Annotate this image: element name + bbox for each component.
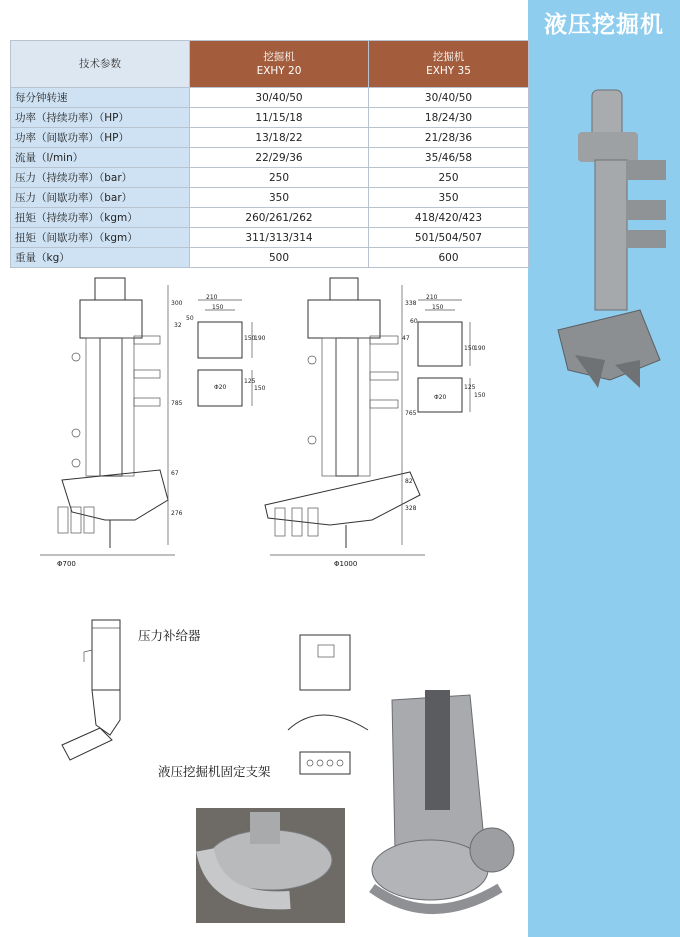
dimension-label: Φ20 [434,394,447,401]
row-value-exhy35: 600 [369,248,529,268]
row-value-exhy20: 260/261/262 [190,208,369,228]
row-value-exhy20: 22/29/36 [190,148,369,168]
row-label: 流量（l/min） [11,148,190,168]
row-value-exhy20: 13/18/22 [190,128,369,148]
drawing-exhy20 [40,278,252,555]
dimension-label: 338 [405,300,417,307]
row-value-exhy35: 35/46/58 [369,148,529,168]
row-value-exhy35: 250 [369,168,529,188]
dimension-label: 125 [244,378,256,385]
dimension-label: 210 [426,294,438,301]
row-value-exhy35: 501/504/507 [369,228,529,248]
row-value-exhy20: 350 [190,188,369,208]
right-width-label: Φ1000 [334,560,358,568]
dimension-label: 328 [405,505,417,512]
dimension-label: 32 [174,322,182,329]
dimension-label: 150 [474,392,486,399]
dimension-label: 150 [212,304,224,311]
dimension-label: 60 [410,318,418,325]
row-value-exhy35: 21/28/36 [369,128,529,148]
row-value-exhy35: 350 [369,188,529,208]
row-value-exhy20: 311/313/314 [190,228,369,248]
dimension-label: 210 [206,294,218,301]
row-value-exhy35: 418/420/423 [369,208,529,228]
row-label: 功率（持续功率）（HP） [11,108,190,128]
dimension-label: 150 [254,385,266,392]
dimension-label: 125 [464,384,476,391]
dimension-label: 82 [405,478,413,485]
row-label: 扭矩（持续功率）（kgm） [11,208,190,228]
row-value-exhy35: 18/24/30 [369,108,529,128]
row-value-exhy20: 250 [190,168,369,188]
header-param: 技术参数 [11,41,190,88]
sidebar-title: 液压挖掘机 [544,12,664,38]
row-label: 压力（间歇功率）（bar） [11,188,190,208]
bracket-drawing [288,635,368,774]
compensator-caption: 压力补给器 [138,628,201,643]
row-label: 每分钟转速 [11,88,190,108]
row-label: 扭矩（间歇功率）（kgm） [11,228,190,248]
row-label: 压力（持续功率）（bar） [11,168,190,188]
dimension-label: 150 [464,345,476,352]
dimension-label: 67 [171,470,179,477]
row-value-exhy20: 500 [190,248,369,268]
dimension-label: 47 [402,335,410,342]
dimension-label: 276 [171,510,183,517]
dimension-label: 150 [432,304,444,311]
dimension-label: 765 [405,410,417,417]
row-value-exhy20: 30/40/50 [190,88,369,108]
left-width-label: Φ700 [57,560,76,568]
dimension-label: 50 [186,315,194,322]
row-label: 重量（kg） [11,248,190,268]
dimension-label: 190 [474,345,486,352]
header-exhy35: 挖掘机 EXHY 35 [369,41,529,88]
row-value-exhy35: 30/40/50 [369,88,529,108]
header-exhy20: 挖掘机 EXHY 20 [190,41,369,88]
dimension-label: 150 [244,335,256,342]
row-label: 功率（间歇功率）（HP） [11,128,190,148]
dimension-label: 190 [254,335,266,342]
dimension-label: Φ20 [214,384,227,391]
drawing-exhy35 [265,278,470,555]
dimension-label: 300 [171,300,183,307]
row-value-exhy20: 11/15/18 [190,108,369,128]
bracket-caption: 液压挖掘机固定支架 [158,764,271,779]
dimension-label: 785 [171,400,183,407]
compensator-drawing [62,620,120,760]
